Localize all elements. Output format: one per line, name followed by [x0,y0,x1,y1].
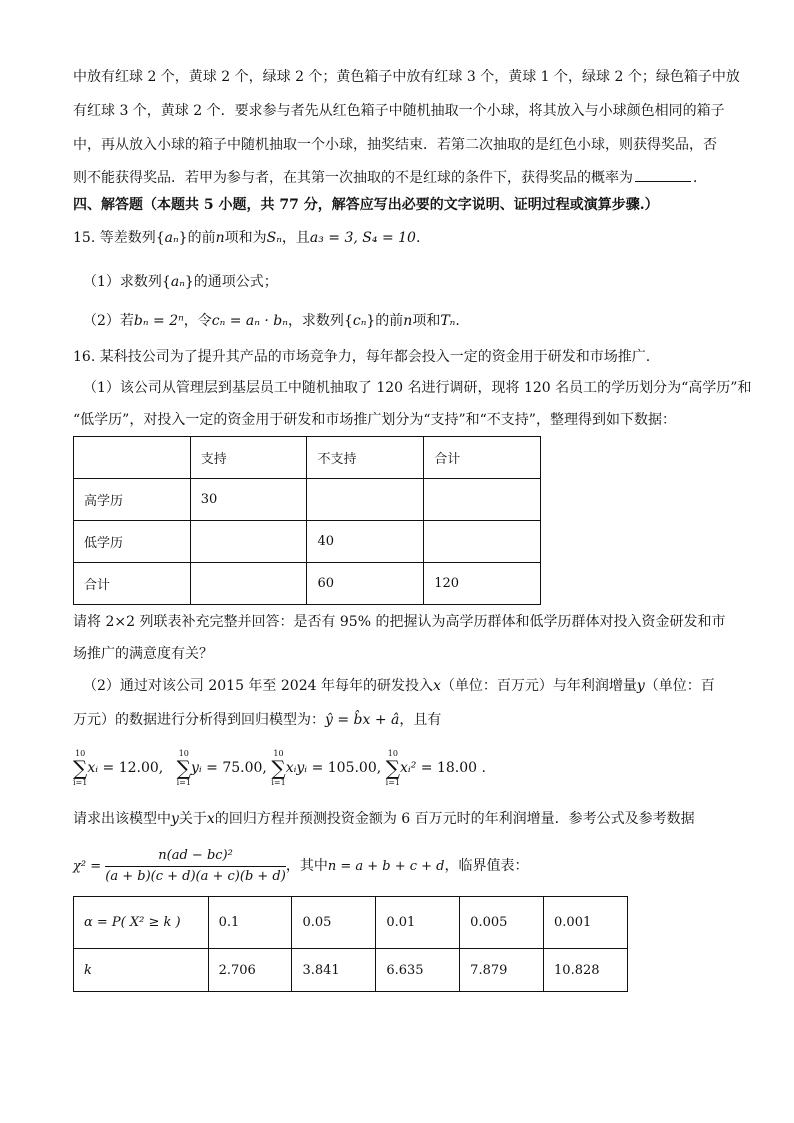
q15-p2-e: 项和 [412,313,441,329]
table-cell: 合计 [424,437,541,479]
q15-stem-b: 的前 [187,230,216,246]
sum-value-1: = 12.00, [102,760,164,776]
table-cell: 6.635 [376,949,460,992]
formula-numerator: n(ad − bc)² [105,847,286,867]
sigma-symbol: ∑ [176,756,191,780]
regression-model: ŷ = b̂x + â [325,712,400,728]
q16-p2-line1-b: （单位：百万元）与年利润增量 [440,678,637,694]
q16-p2-line3-c: 的回归方程并预测投资金额为 6 百万元时的年利润增量．参考公式及参考数据 [214,811,695,827]
table-cell: 3.841 [292,949,376,992]
q16-p2-line2-a: 万元）的数据进行分析得到回归模型为： [73,712,325,728]
q16-p2-line-3 [73,810,695,828]
q16-p1-line-2: “低学历”，对投入一定的资金用于研发和市场推广划分为“支持”和“不支持”，整理得到如下数据： [73,412,676,428]
q15-p2-c: ，求数列 [287,313,344,329]
var-sn: Sₙ [266,230,282,246]
sigma-symbol: ∑ [271,756,286,780]
sigma-2 [177,749,191,787]
q16-p2-line3-b: 关于 [178,811,207,827]
brace-right: } [184,274,194,290]
q16-p1-line-1: （1）该公司从管理层到基层员工中随机抽取了 120 名进行调研，现将 120 名员工的学历划分为“高学历”和 [83,380,752,396]
table-cell: 高学历 [74,479,191,521]
table-cell: 30 [190,479,307,521]
table-cell [424,521,541,563]
q15-condition: a₃ = 3, S₄ = 10 [309,230,416,246]
q15-stem-d: ，且 [281,230,310,246]
q15-part-1 [83,273,278,291]
sums-line [73,748,486,788]
intro-line-4 [73,168,707,187]
sum-value-3: = 105.00, [311,760,382,776]
table-cell: 0.01 [376,897,460,949]
contingency-table [73,436,541,605]
q15-p2-b: ，令 [183,313,212,329]
var-xi: xᵢ [87,760,99,776]
table-cell: 120 [424,563,541,605]
table-cell: 0.05 [292,897,376,949]
section-heading: 四、解答题（本题共 5 小题，共 77 分，解答应写出必要的文字说明、证明过程或演算步骤.） [73,197,659,213]
brace-left: { [161,274,171,290]
q16-p2-line-1 [83,677,715,695]
table-cell: 合计 [74,563,191,605]
var-n: n [215,230,225,246]
intro-line-1: 中放有红球 2 个，黄球 2 个，绿球 2 个；黄色箱子中放有红球 3 个，黄球 1 个，绿球 2 个；绿色箱子中放 [73,69,740,85]
formula-fraction [105,847,286,886]
table-cell: 60 [307,563,424,605]
critical-value-table [73,896,628,992]
q15-stem-c: 项和为 [224,230,267,246]
sum-bottom: i=1 [271,778,286,787]
var-xiyi: xᵢyᵢ [285,760,308,776]
q16-p2-line2-b: ，且有 [399,712,442,728]
brace-right: } [178,230,188,246]
var-bn-def: bₙ = 2ⁿ [133,313,184,329]
q16-after-table-1: 请将 2×2 列联表补充完整并回答：是否有 95% 的把握认为高学历群体和低学历群体对投入资金研发和市 [73,614,726,630]
sum-top: 10 [178,749,189,758]
var-cn-def: cₙ = aₙ · bₙ [211,313,288,329]
q15-stem-a: 15. 等差数列 [73,230,156,246]
q16-stem: 16. 某科技公司为了提升其产品的市场竞争力，每年都会投入一定的资金用于研发和市场推广. [73,349,651,365]
var-yi: yᵢ [190,760,202,776]
q16-p2-line3-a: 请求出该模型中 [73,811,171,827]
table-cell: 40 [307,521,424,563]
table-cell [74,437,191,479]
sum-top: 10 [387,749,398,758]
formula-tail-b: ，临界值表： [444,858,529,874]
table-cell: 支持 [190,437,307,479]
table-cell: 0.005 [460,897,544,949]
table-cell: 0.001 [544,897,628,949]
var-x: x [206,811,215,827]
var-y: y [171,811,179,827]
var-an: aₙ [170,274,185,290]
table-cell: 2.706 [208,949,292,992]
q16-p2-line1-a: （2）通过对该公司 2015 年至 2024 年每年的研发投入 [83,678,433,694]
var-cn: cₙ [352,313,367,329]
var-xi2: xᵢ² [400,760,417,776]
alpha-label: α = P( X² ≥ k ) [74,897,209,949]
table-cell [307,479,424,521]
intro-line-3: 中，再从放入小球的箱子中随机抽取一个小球，抽奖结束．若第二次抽取的是红色小球，则获得奖品，否 [73,137,717,153]
sum-value-4: = 18.00 . [420,760,486,776]
brace-right: } [366,313,376,329]
table-row [74,563,541,605]
var-n: n [403,313,413,329]
q15-p1-a: （1）求数列 [83,274,162,290]
sum-top: 10 [75,749,86,758]
intro-line-2: 有红球 3 个，黄球 2 个．要求参与者先从红色箱子中随机抽取一个小球，将其放入与小球颜色相同的箱子 [73,103,725,119]
answer-blank [635,168,691,182]
sum-bottom: i=1 [176,778,191,787]
sigma-symbol: ∑ [385,756,400,780]
var-y: y [636,678,645,694]
intro-line-4-end: ． [693,170,707,186]
q16-after-table-2: 场推广的满意度有关？ [73,646,213,662]
formula-tail-a: ，其中 [285,858,328,874]
q15-stem [73,229,420,247]
table-row [74,521,541,563]
sigma-3 [271,749,285,787]
var-x: x [432,678,441,694]
table-row [74,479,541,521]
var-tn: Tₙ [440,313,456,329]
sum-top: 10 [273,749,284,758]
chi-square-formula [73,844,529,889]
table-cell: 不支持 [307,437,424,479]
sigma-1 [73,749,87,787]
sigma-symbol: ∑ [73,756,88,780]
k-label: k [74,949,209,992]
var-an: aₙ [164,230,179,246]
table-cell: 10.828 [544,949,628,992]
brace-left: { [155,230,165,246]
q15-part-2 [83,312,460,330]
sum-value-2: = 75.00, [206,760,267,776]
sigma-4 [386,749,400,787]
table-cell [424,479,541,521]
formula-lhs: χ² = [73,859,102,874]
table-row [74,437,541,479]
table-cell: 7.879 [460,949,544,992]
q15-p1-b: 的通项公式； [193,274,278,290]
table-row [74,949,628,992]
sum-bottom: i=1 [385,778,401,787]
q16-p2-line1-c: （单位：百 [644,678,715,694]
table-cell [190,563,307,605]
q15-p2-d: 的前 [375,313,404,329]
table-cell: 低学历 [74,521,191,563]
sum-bottom: i=1 [73,778,88,787]
brace-left: { [343,313,353,329]
q15-p2-f: . [455,313,460,329]
table-cell: 0.1 [208,897,292,949]
table-row [74,897,628,949]
intro-line-4-text: 则不能获得奖品．若甲为参与者，在其第一次抽取的不是红球的条件下，获得奖品的概率为 [73,170,633,186]
formula-tail-n: n = a + b + c + d [327,859,445,874]
q15-stem-e: . [415,230,421,246]
q15-p2-a: （2）若 [83,313,134,329]
formula-denominator: (a + b)(c + d)(a + c)(b + d) [105,869,286,884]
q16-p2-line-2 [73,711,441,729]
table-cell [190,521,307,563]
